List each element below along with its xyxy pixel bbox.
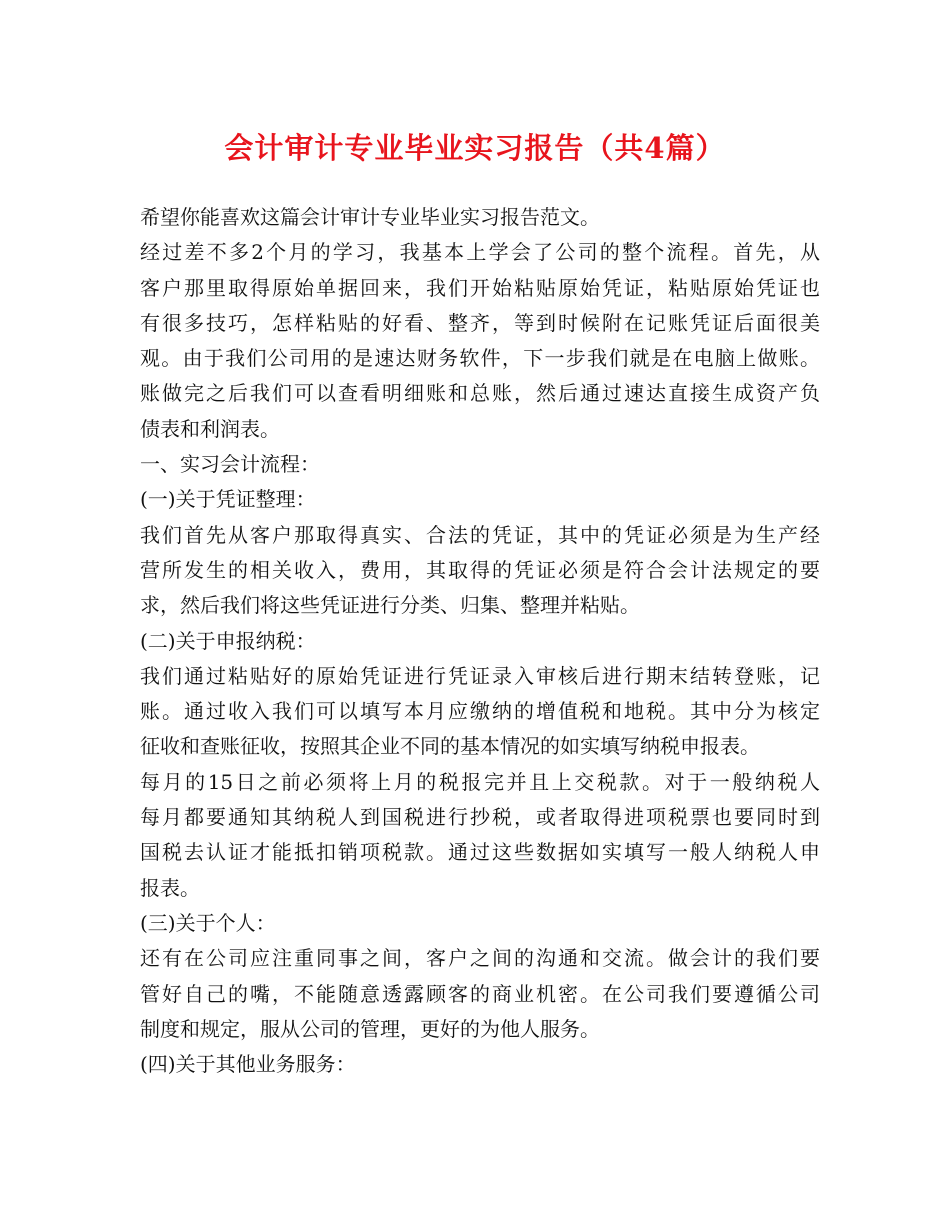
text-line: (二)关于申报纳税： xyxy=(140,628,316,653)
document-body xyxy=(140,200,820,1082)
text-line: 债表和利润表。 xyxy=(140,416,280,441)
text-line: 每月都要通知其纳税人到国税进行抄税，或者取得进项税票也要同时到 xyxy=(140,805,820,830)
document-title: 会计审计专业毕业实习报告（共4篇） xyxy=(224,131,726,165)
text-line: 每月的15日之前必须将上月的税报完并且上交税款。对于一般纳税人 xyxy=(140,769,820,794)
text-line: 客户那里取得原始单据回来，我们开始粘贴原始凭证，粘贴原始凭证也 xyxy=(140,275,820,300)
text-line: (四)关于其他业务服务： xyxy=(140,1052,356,1077)
text-line: 营所发生的相关收入，费用，其取得的凭证必须是符合会计法规定的要 xyxy=(140,557,820,582)
text-line: 一、实习会计流程： xyxy=(140,452,320,477)
text-line: 还有在公司应注重同事之间，客户之间的沟通和交流。做会计的我们要 xyxy=(140,946,820,971)
text-line: 经过差不多2个月的学习，我基本上学会了公司的整个流程。首先，从 xyxy=(140,240,820,265)
text-line: 希望你能喜欢这篇会计审计专业毕业实习报告范文。 xyxy=(140,205,600,229)
text-line: 征收和查账征收，按照其企业不同的基本情况的如实填写纳税申报表。 xyxy=(140,734,760,759)
text-line: (一)关于凭证整理： xyxy=(140,487,316,512)
text-line: 我们通过粘贴好的原始凭证进行凭证录入审核后进行期末结转登账，记 xyxy=(140,663,820,688)
text-line: 账。通过收入我们可以填写本月应缴纳的增值税和地税。其中分为核定 xyxy=(140,699,820,724)
text-line: 求，然后我们将这些凭证进行分类、归集、整理并粘贴。 xyxy=(140,593,640,618)
text-line: (三)关于个人： xyxy=(140,910,276,935)
text-line: 账做完之后我们可以查看明细账和总账，然后通过速达直接生成资产负 xyxy=(140,381,820,406)
text-line: 制度和规定，服从公司的管理，更好的为他人服务。 xyxy=(140,1016,600,1041)
text-line: 报表。 xyxy=(140,875,200,900)
text-line: 管好自己的嘴，不能随意透露顾客的商业机密。在公司我们要遵循公司 xyxy=(140,981,820,1006)
text-line: 观。由于我们公司用的是速达财务软件，下一步我们就是在电脑上做账。 xyxy=(140,346,820,371)
text-line: 我们首先从客户那取得真实、合法的凭证，其中的凭证必须是为生产经 xyxy=(140,522,820,547)
text-line: 有很多技巧，怎样粘贴的好看、整齐，等到时候附在记账凭证后面很美 xyxy=(140,310,820,335)
text-line: 国税去认证才能抵扣销项税款。通过这些数据如实填写一般人纳税人申 xyxy=(140,840,820,865)
